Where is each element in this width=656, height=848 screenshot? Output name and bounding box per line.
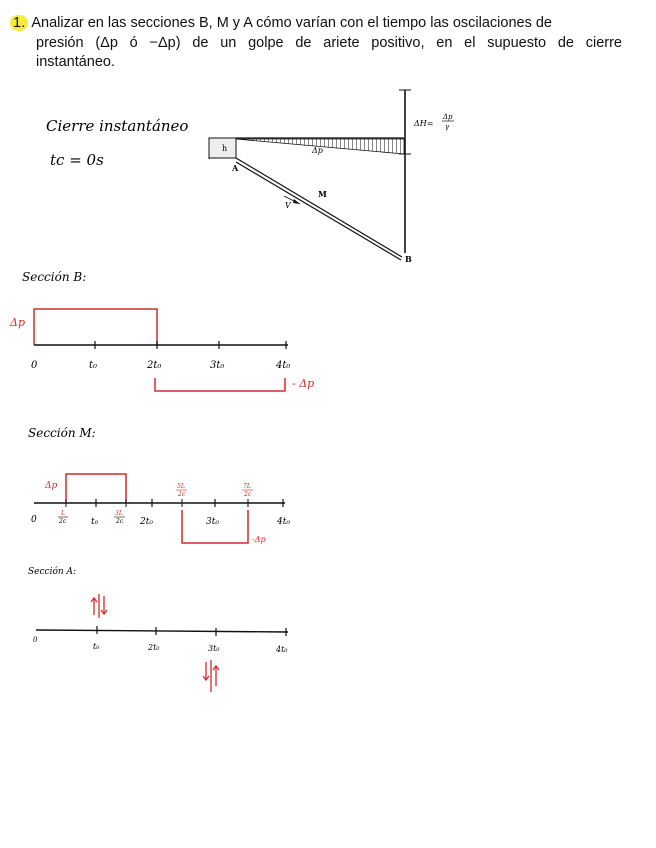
pipe-bottom [236,162,401,260]
frac-5l2c-num: 5L [177,483,185,490]
section-a-tick-label-2: 2t₀ [148,643,160,652]
delta-h-frac-num: Δp [443,113,453,121]
frac-l2c-num: L [61,510,65,517]
frac-3l2c-num: 3L [115,510,123,517]
section-a-oscillation-down-icon [203,660,219,692]
section-a-oscillation-up-icon [91,594,107,618]
section-m-tick-label-1: t₀ [91,517,99,527]
point-b-label: B [405,254,412,264]
section-a [28,566,288,692]
section-m-tick-label-0: 0 [31,515,37,525]
section-b-dp-label: Δp [10,316,25,329]
frac-7l2c-num: 7L [243,483,251,490]
section-m-tick-label-3: 3t₀ [206,517,219,527]
pipe-diagram [209,90,454,264]
section-b-tick-label-2: 2t₀ [147,360,162,371]
dp-label: Δp [312,146,323,155]
section-a-tick-label-0: 0 [33,636,38,644]
section-m-tick-label-4: 4t₀ [277,517,290,527]
question-line-3: instantáneo. [36,54,116,70]
section-m-positive-pulse [66,474,126,502]
section-a-title: Sección A: [28,567,77,577]
section-b-tick-label-4: 4t₀ [276,360,291,371]
frac-5l2c-den: 2c [178,491,186,498]
point-a-label: A [232,163,239,173]
frac-3l2c-den: 2c [116,518,124,525]
section-b-tick-label-3: 3t₀ [210,360,225,371]
section-a-tick-label-4: 4t₀ [276,645,288,654]
section-b-negative-pulse [155,378,285,391]
delta-h-label: ΔH= [414,119,434,128]
velocity-label: V [285,201,291,210]
section-b-tick-label-1: t₀ [89,360,98,371]
h-label: h [222,144,228,153]
section-m-neg-label: -Δp [252,535,266,544]
section-m-tick-label-2: 2t₀ [140,517,153,527]
section-b-tick-label-0: 0 [31,360,38,371]
question-line-2: presión (Δp ó −Δp) de un golpe de ariete positivo, en el supuesto de cierre [36,34,622,51]
section-m-dp-label: Δp [45,481,58,491]
section-b [9,270,314,391]
point-m-label: M [318,189,327,199]
pipe-top [236,158,402,257]
note-line-2: tc = 0s [50,151,104,169]
frac-7l2c-den: 2c [244,491,252,498]
section-a-axis [36,630,288,632]
section-b-title: Sección B: [22,270,87,284]
frac-l2c-den: 2c [59,518,67,525]
section-a-tick-label-1: t₀ [93,642,100,651]
section-b-positive-pulse [34,309,157,345]
section-b-neg-label: - Δp [292,377,315,390]
question-number: 1. [10,15,28,31]
section-m [28,426,290,544]
question-line-1-text: Analizar en las secciones B, M y A cómo varían con el tiempo las oscilaciones de [31,15,552,31]
section-a-tick-label-3: 3t₀ [208,644,220,653]
section-m-title: Sección M: [28,426,96,440]
delta-h-frac-den: γ [445,123,450,131]
note-line-1: Cierre instantáneo [46,117,189,135]
